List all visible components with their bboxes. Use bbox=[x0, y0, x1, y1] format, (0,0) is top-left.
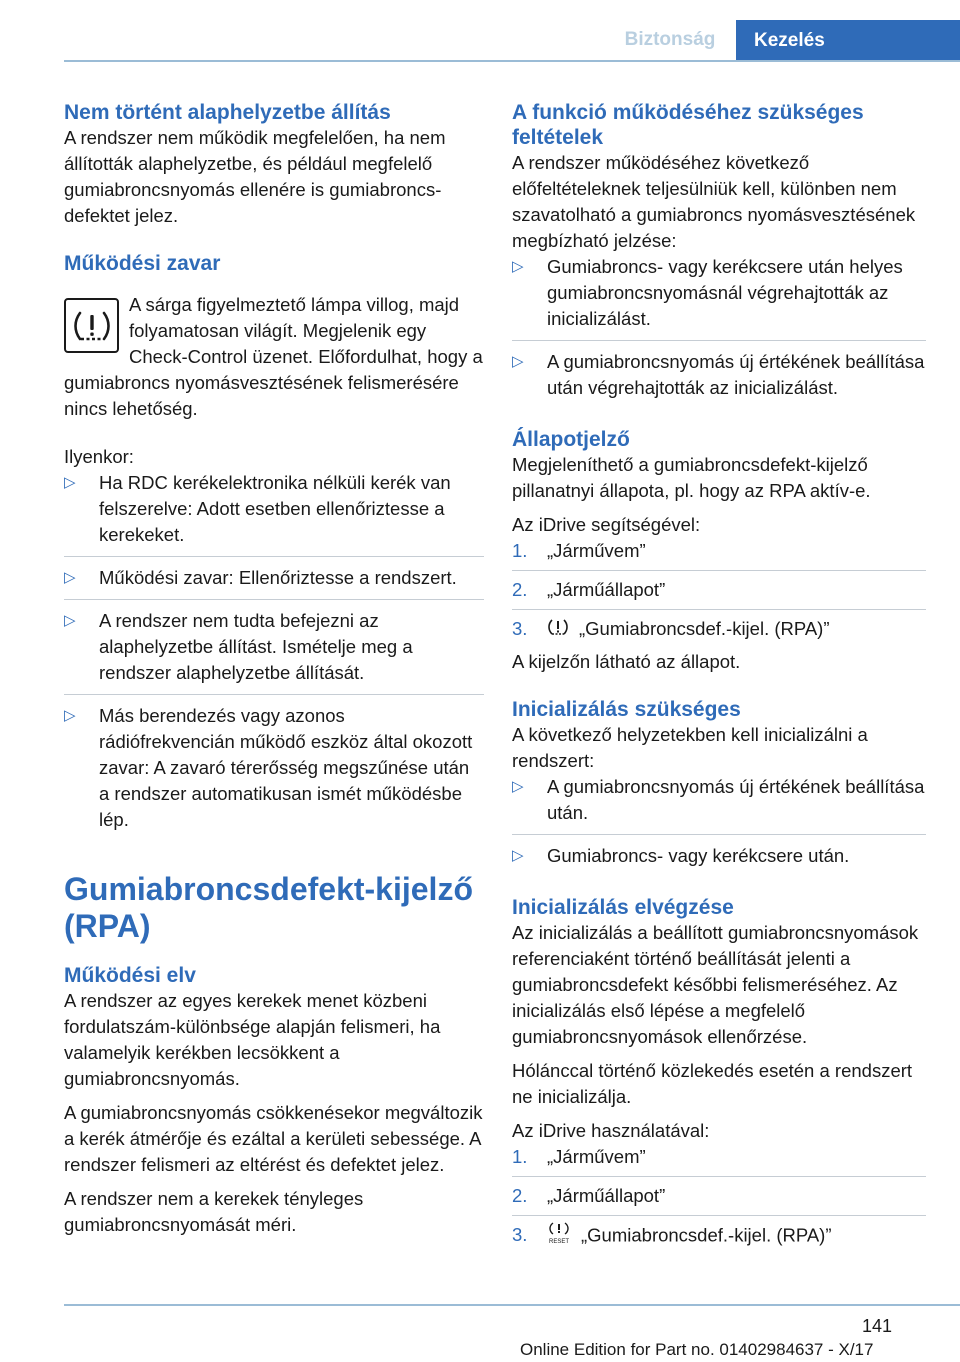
list-item: 1. „Járművem” bbox=[512, 540, 646, 561]
text-principle-2: A gumiabroncsnyomás csökkenésekor megváltozik a kerék átmérője és ezáltal a kerületi sebessége. A rendszer felismeri az eltérést és defektet jelez. bbox=[64, 1102, 483, 1175]
heading-init-required: Inicializálás szükséges bbox=[512, 698, 741, 722]
heading-rpa: Gumiabroncsdefekt-kijelző (RPA) bbox=[64, 871, 473, 944]
tab-kezeles[interactable]: Kezelés bbox=[736, 20, 960, 62]
heading-no-reset: Nem történt alaphelyzetbe állítás bbox=[64, 101, 391, 124]
footer-rule bbox=[64, 1304, 960, 1306]
list-item: ▷ Gumiabroncs- vagy kerékcsere után. bbox=[512, 834, 926, 877]
malfunction-list bbox=[64, 470, 484, 841]
list-item: 2. „Járműállapot” bbox=[512, 570, 926, 609]
status-steps bbox=[512, 538, 926, 649]
heading-malfunction: Működési zavar bbox=[64, 252, 221, 275]
bullet-icon: ▷ bbox=[64, 474, 76, 491]
text-init-required: A következő helyzetekben kell inicializálni a rendszert: bbox=[512, 724, 868, 772]
text-malfunction: A sárga figyelmeztető lámpa villog, majd folyamatosan világít. Megjelenik egy Check-Control üzenet. Előfordulhat, hogy a gumiabroncs nyomásvesztésének felismerésére nincs lehetőség. bbox=[64, 294, 483, 419]
text-status-after: A kijelzőn látható az állapot. bbox=[512, 651, 741, 673]
tire-warning-icon bbox=[64, 298, 119, 353]
bullet-icon: ▷ bbox=[64, 707, 76, 724]
text-status-intro: Az iDrive segítségével: bbox=[512, 514, 701, 535]
left-column bbox=[64, 100, 484, 1238]
bullet-icon: ▷ bbox=[512, 258, 524, 275]
list-item: 3. „Gumiabroncsdef.-kijel. (RPA)” bbox=[512, 609, 926, 649]
header-rule bbox=[64, 60, 960, 62]
text-init-perform-1: Az inicializálás a beállított gumiabroncsnyomások referenciaként történő beállítását jelenti a gumiabroncsdefekt későbbi felismeréséhez. Az inicializálás első lépése a megfelelő gumiabroncsnyomások ellenőrzése. bbox=[512, 922, 919, 1048]
list-item: 2. „Járműállapot” bbox=[512, 1176, 926, 1215]
edition-note: Online Edition for Part no. 01402984637 - X/17 bbox=[520, 1340, 874, 1359]
bullet-icon: ▷ bbox=[64, 612, 76, 629]
list-item: 1. „Járművem” bbox=[512, 1146, 646, 1168]
tire-reset-icon bbox=[547, 1222, 571, 1251]
text-conditions: A rendszer működéséhez következő előfeltételeknek teljesülniük kell, különben nem szavatolható a gumiabroncs nyomásvesztésének megbízható jelzése: bbox=[512, 152, 916, 251]
right-column bbox=[512, 100, 926, 1257]
text-init-perform-2: Hólánccal történő közlekedés esetén a rendszert ne inicializálja. bbox=[512, 1060, 913, 1108]
init-required-list bbox=[512, 774, 926, 877]
text-principle-3: A rendszer nem a kerekek tényleges gumiabroncsnyomását méri. bbox=[64, 1188, 364, 1235]
list-item: ▷ Gumiabroncs- vagy kerékcsere után helyes gumiabroncsnyomásnál végrehajtották az inicializálást. bbox=[512, 256, 903, 329]
list-item: ▷ Más berendezés vagy azonos rádiófrekvencián működő eszköz által okozott zavar: A zavaró térerősség megszűnése után a rendszer automatikusan ismét működésbe lép. bbox=[64, 694, 484, 841]
text-then: Ilyenkor: bbox=[64, 446, 134, 467]
bullet-icon: ▷ bbox=[64, 569, 76, 586]
heading-init-perform: Inicializálás elvégzése bbox=[512, 896, 734, 920]
page-number: 141 bbox=[862, 1316, 893, 1336]
page-header bbox=[0, 0, 960, 62]
malfunction-block bbox=[64, 292, 484, 422]
bullet-icon: ▷ bbox=[512, 778, 524, 796]
text-principle-1: A rendszer az egyes kerekek menet közbeni fordulatszám-különbsége alapján felismeri, ha valamelyik kerékben lecsökkent a gumiabroncsnyomás. bbox=[64, 990, 441, 1089]
heading-status: Állapotjelző bbox=[512, 428, 630, 451]
conditions-list bbox=[512, 254, 926, 409]
text-init-perform-intro: Az iDrive használatával: bbox=[512, 1120, 710, 1142]
bullet-icon: ▷ bbox=[512, 353, 524, 370]
init-steps bbox=[512, 1144, 926, 1257]
list-item: ▷ A gumiabroncsnyomás új értékének beállítása után. bbox=[512, 776, 925, 824]
svg-text:RESET: RESET bbox=[548, 1239, 570, 1245]
text-no-reset: A rendszer nem működik megfelelően, ha nem állították alaphelyzetbe, és például megfelelő gumiabroncsnyomás ellenére is gumiabroncs-defektet jelez. bbox=[64, 127, 446, 226]
list-item: ▷ Működési zavar: Ellenőriztesse a rendszert. bbox=[64, 556, 484, 599]
list-item: ▷ Ha RDC kerékelektronika nélküli kerék van felszerelve: Adott esetben ellenőriztesse a kerekeket. bbox=[64, 472, 451, 545]
list-item: ▷ A rendszer nem tudta befejezni az alaphelyzetbe állítást. Ismételje meg a rendszer alaphelyzetbe állítását. bbox=[64, 599, 484, 694]
heading-principle: Működési elv bbox=[64, 964, 196, 987]
heading-conditions: A funkció működéséhez szükséges feltételek bbox=[512, 101, 864, 149]
tire-warning-icon bbox=[547, 617, 569, 643]
text-status: Megjeleníthető a gumiabroncsdefekt-kijelző pillanatnyi állapota, pl. hogy az RPA aktív-e. bbox=[512, 454, 871, 501]
list-item: ▷ A gumiabroncsnyomás új értékének beállítása után végrehajtották az inicializálást. bbox=[512, 340, 926, 409]
tab-biztonsag[interactable]: Biztonság bbox=[624, 29, 716, 50]
list-item: 3. RESET „Gumiabroncsdef.-kijel. (RPA)” bbox=[512, 1215, 926, 1257]
bullet-icon: ▷ bbox=[512, 847, 524, 865]
